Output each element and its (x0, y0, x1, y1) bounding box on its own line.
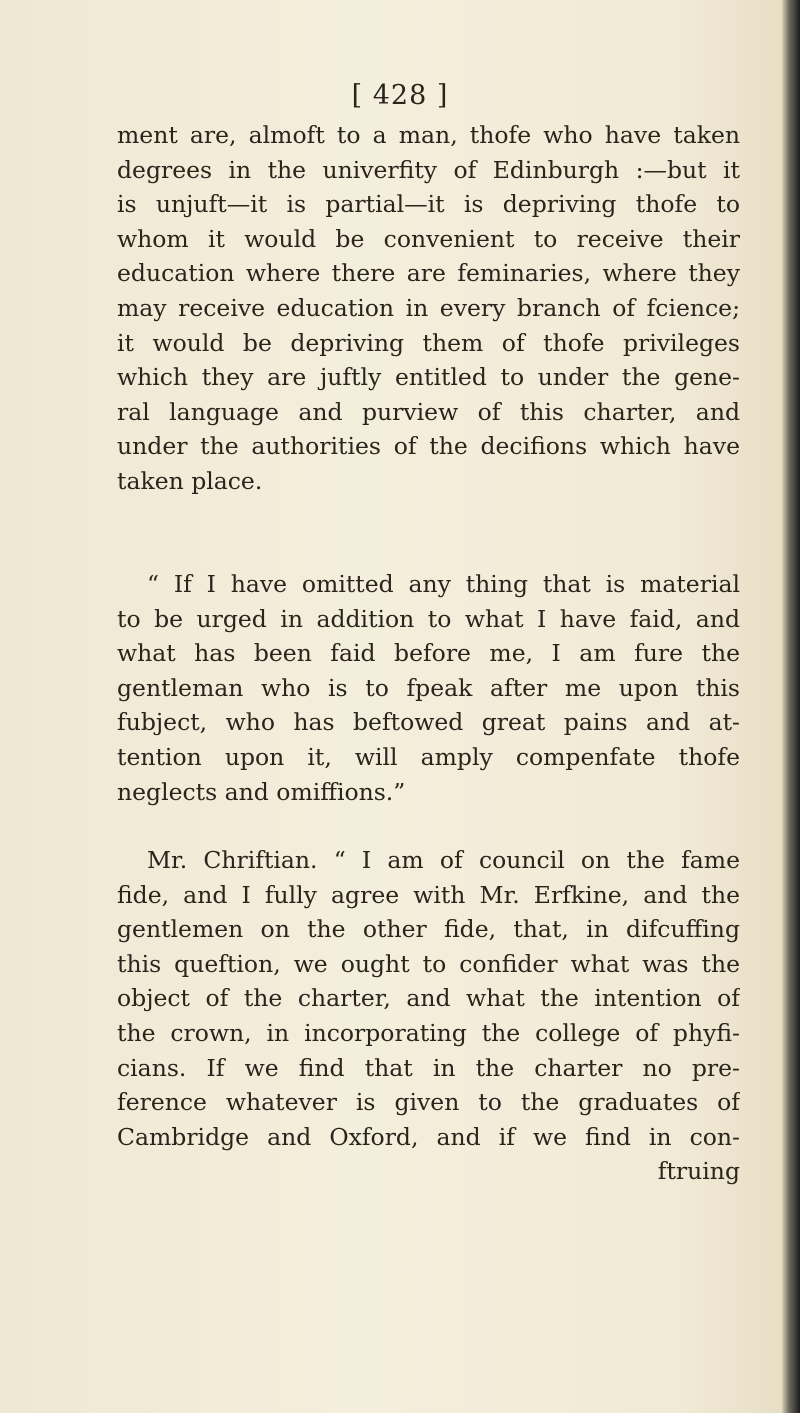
text-line: fide, and I fully agree with Mr. Erfkine, and the (117, 880, 740, 909)
text-line: Mr. Chriftian. “ I am of council on the fame (147, 846, 740, 874)
catchword: ftruing (657, 1157, 740, 1186)
text-line: degrees in the univerfity of Edinburgh :—but it (117, 155, 740, 184)
text-line: ference whatever is given to the graduates of (117, 1088, 740, 1117)
text-line: “ If I have omitted any thing that is material (147, 570, 740, 598)
text-line: tention upon it, will amply compenfate thofe (117, 742, 740, 771)
text-line: fubject, who has beftowed great pains and at- (117, 708, 740, 737)
text-line: gentlemen on the other fide, that, in difcuffing (117, 915, 740, 944)
text-line: education where there are feminaries, where they (117, 259, 740, 288)
text-line: object of the charter, and what the intention of (117, 984, 740, 1013)
text-line: gentleman who is to fpeak after me upon this (117, 673, 740, 702)
text-line: to be urged in addition to what I have faid, and (117, 604, 740, 633)
text-line: ral language and purview of this charter, and (117, 397, 740, 426)
page-number: [ 428 ] (351, 80, 449, 111)
text-line: what has been faid before me, I am fure the (117, 639, 740, 668)
text-line: cians. If we find that in the charter no pre- (117, 1053, 740, 1082)
text-line: whom it would be convenient to receive their (117, 224, 740, 253)
text-line: under the authorities of the decifions which have (117, 432, 740, 461)
binding-edge (782, 0, 800, 1413)
text-line: is unjuft—it is partial—it is depriving thofe to (117, 190, 740, 219)
text-line: ment are, almoft to a man, thofe who have taken (117, 121, 740, 149)
paragraph-1 (117, 118, 740, 499)
paragraph-2 (117, 567, 740, 809)
text-line: neglects and omiffions.” (117, 777, 406, 806)
text-line: it would be depriving them of thofe privileges (117, 328, 740, 357)
paragraph-3 (117, 843, 740, 1189)
text-line: may receive education in every branch of fcience; (117, 293, 740, 322)
text-line: taken place. (117, 466, 263, 495)
text-line: this queftion, we ought to confider what was the (117, 949, 740, 978)
text-line: the crown, in incorporating the college of phyfi- (117, 1018, 740, 1047)
text-line: which they are juftly entitled to under the gene- (117, 363, 740, 392)
text-line: Cambridge and Oxford, and if we find in con- (117, 1122, 740, 1151)
